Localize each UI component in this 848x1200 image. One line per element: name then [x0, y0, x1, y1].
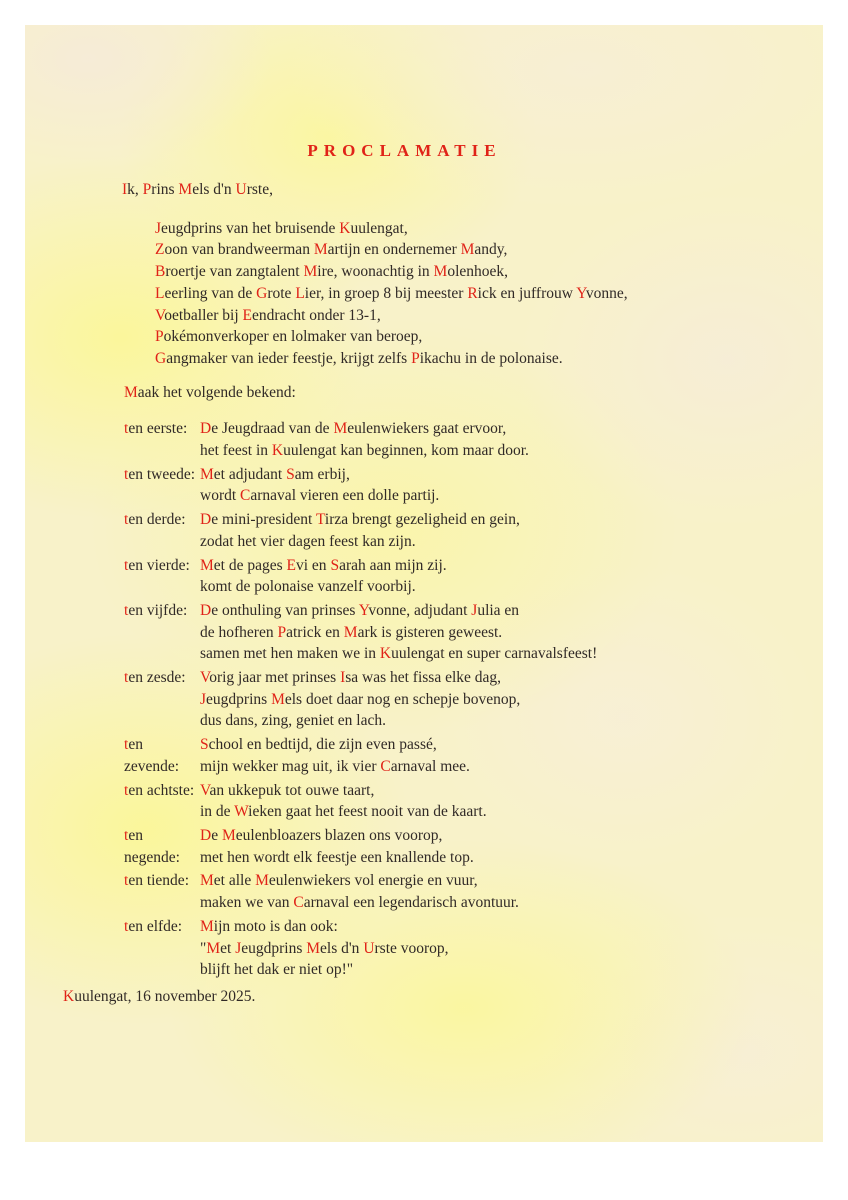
- item-label: ten derde:: [124, 511, 186, 529]
- item-line: het feest in Kuulengat kan beginnen, kom maar door.: [200, 442, 529, 460]
- intro-line: Leerling van de Grote Lier, in groep 8 bij meester Rick en juffrouw Yvonne,: [155, 284, 628, 302]
- item-label: ten zesde:: [124, 669, 186, 687]
- salutation-line: Ik, Prins Mels d'n Urste,: [122, 181, 273, 198]
- red-initial: D: [200, 826, 212, 844]
- red-initial: E: [286, 556, 296, 574]
- item-label: ten zevende:: [124, 736, 180, 775]
- item-line: komt de polonaise vanzelf voorbij.: [200, 578, 416, 596]
- page-title: PROCLAMATIE: [307, 141, 502, 160]
- red-initial: I: [340, 669, 346, 687]
- red-initial: M: [221, 826, 236, 844]
- item-line: met hen wordt elk feestje een knallende top.: [200, 848, 474, 866]
- item-label: ten vierde:: [124, 556, 190, 574]
- red-initial: K: [379, 645, 392, 663]
- item-lines: [200, 464, 687, 507]
- red-initial: T: [315, 511, 325, 529]
- proclamation-item: [124, 780, 687, 823]
- proclamation-item: [124, 509, 687, 552]
- red-initial: K: [339, 219, 351, 237]
- item-lines: [200, 418, 687, 461]
- red-initial: M: [200, 872, 214, 890]
- item-line: dus dans, zing, geniet en lach.: [200, 712, 386, 730]
- proclamation-item: [124, 734, 687, 777]
- item-lines: [200, 600, 687, 665]
- item-label: ten tiende:: [124, 872, 189, 890]
- item-lines: [200, 734, 687, 777]
- red-initial: G: [256, 284, 268, 302]
- item-label: ten vijfde:: [124, 601, 188, 619]
- item-line: samen met hen maken we in Kuulengat en super carnavalsfeest!: [200, 645, 598, 663]
- proclamation-item: [124, 825, 687, 868]
- red-initial: t: [124, 556, 129, 574]
- item-label: ten achtste:: [124, 781, 195, 799]
- red-initial: J: [235, 939, 242, 957]
- proclamation-item: [124, 418, 687, 461]
- red-initial: S: [286, 465, 295, 483]
- red-initial: M: [255, 872, 269, 890]
- red-initial: G: [155, 349, 167, 367]
- red-initial: E: [242, 306, 253, 324]
- item-line: wordt Carnaval vieren een dolle partij.: [200, 487, 440, 505]
- item-line: Van ukkepuk tot ouwe taart,: [200, 781, 375, 799]
- proclamation-item: [124, 464, 687, 507]
- red-initial: M: [200, 556, 214, 574]
- item-line: Mijn moto is dan ook:: [200, 917, 338, 935]
- red-initial: t: [124, 669, 129, 687]
- red-initial: M: [200, 465, 214, 483]
- red-initial: D: [200, 601, 212, 619]
- intro-line: Broertje van zangtalent Mire, woonachtig in Molenhoek,: [155, 263, 509, 281]
- item-lines: [200, 667, 687, 732]
- red-initial: S: [200, 736, 209, 754]
- red-initial: V: [155, 306, 165, 324]
- proclamation-items: [122, 418, 687, 981]
- red-initial: J: [200, 690, 207, 708]
- red-initial: I: [122, 181, 128, 198]
- red-initial: K: [63, 988, 75, 1005]
- item-line: Vorig jaar met prinses Isa was het fissa elke dag,: [200, 669, 502, 687]
- red-initial: P: [142, 181, 152, 198]
- red-initial: L: [155, 284, 165, 302]
- item-line: Met de pages Evi en Sarah aan mijn zij.: [200, 556, 447, 574]
- red-initial: M: [200, 917, 214, 935]
- red-initial: Y: [576, 284, 586, 302]
- intro-line: Pokémonverkoper en lolmaker van beroep,: [155, 328, 423, 346]
- red-initial: M: [306, 939, 321, 957]
- red-initial: U: [363, 939, 375, 957]
- item-lines: [200, 555, 687, 598]
- item-line: "Met Jeugdprins Mels d'n Urste voorop,: [200, 939, 449, 957]
- paper-background: [25, 25, 823, 1142]
- red-initial: V: [200, 781, 210, 799]
- item-label: ten eerste:: [124, 420, 188, 438]
- red-initial: V: [200, 669, 210, 687]
- red-initial: M: [333, 420, 348, 438]
- intro-line: Gangmaker van ieder feestje, krijgt zelfs Pikachu in de polonaise.: [155, 349, 563, 367]
- red-initial: U: [235, 181, 247, 198]
- red-initial: P: [155, 328, 164, 346]
- red-initial: t: [124, 465, 129, 483]
- red-initial: S: [330, 556, 340, 574]
- item-label: ten tweede:: [124, 465, 196, 483]
- red-initial: M: [433, 263, 448, 281]
- item-line: Met adjudant Sam erbij,: [200, 465, 350, 483]
- item-line: Met alle Meulenwiekers vol energie en vuur,: [200, 872, 478, 890]
- item-line: mijn wekker mag uit, ik vier Carnaval mee.: [200, 757, 470, 775]
- red-initial: M: [460, 241, 475, 259]
- intro-line: Jeugdprins van het bruisende Kuulengat,: [155, 219, 408, 237]
- red-initial: M: [271, 690, 285, 708]
- red-initial: M: [313, 241, 328, 259]
- red-initial: J: [155, 219, 162, 237]
- item-line: School en bedtijd, die zijn even passé,: [200, 736, 437, 754]
- item-lines: [200, 780, 687, 823]
- red-initial: L: [295, 284, 305, 302]
- red-initial: t: [124, 781, 129, 799]
- item-lines: [200, 825, 687, 868]
- red-initial: M: [178, 181, 193, 198]
- red-initial: K: [271, 442, 284, 460]
- red-initial: t: [124, 511, 129, 529]
- red-initial: M: [206, 939, 221, 957]
- intro-line: Zoon van brandweerman Martijn en ondernemer Mandy,: [155, 241, 508, 259]
- red-initial: C: [293, 894, 304, 912]
- red-initial: B: [155, 263, 166, 281]
- item-lines: [200, 916, 687, 981]
- item-lines: [200, 509, 687, 552]
- red-initial: M: [124, 383, 138, 401]
- red-initial: Y: [358, 601, 369, 619]
- item-line: maken we van Carnaval een legendarisch avontuur.: [200, 894, 519, 912]
- red-initial: J: [471, 601, 478, 619]
- red-initial: D: [200, 511, 212, 529]
- item-line: Jeugdprins Mels doet daar nog en schepje bovenop,: [200, 690, 521, 708]
- red-initial: P: [411, 349, 420, 367]
- red-initial: C: [240, 487, 251, 505]
- item-line: De mini-president Tirza brengt gezeligheid en gein,: [200, 511, 520, 529]
- red-initial: t: [124, 826, 129, 844]
- item-line: in de Wieken gaat het feest nooit van de kaart.: [200, 803, 487, 821]
- item-line: blijft het dak er niet op!": [200, 961, 354, 979]
- proclamation-item: [124, 870, 687, 913]
- item-label: ten elfde:: [124, 917, 183, 935]
- red-initial: t: [124, 601, 129, 619]
- red-initial: M: [343, 623, 358, 641]
- red-initial: t: [124, 736, 129, 754]
- red-initial: t: [124, 420, 129, 438]
- item-line: zodat het vier dagen feest kan zijn.: [200, 532, 416, 550]
- proclamation-item: [124, 667, 687, 732]
- intro-list: [155, 218, 687, 370]
- red-initial: t: [124, 872, 129, 890]
- red-initial: M: [303, 263, 318, 281]
- announcement-line: Maak het volgende bekend:: [124, 383, 296, 401]
- item-lines: [200, 870, 687, 913]
- item-line: De onthuling van prinses Yvonne, adjudant Julia en: [200, 601, 520, 619]
- item-line: De Meulenbloazers blazen ons voorop,: [200, 826, 443, 844]
- document-body: [122, 140, 687, 983]
- proclamation-item: [124, 555, 687, 598]
- date-line: Kuulengat, 16 november 2025.: [63, 988, 256, 1005]
- item-label: ten negende:: [124, 826, 180, 866]
- proclamation-item: [124, 916, 687, 981]
- red-initial: R: [467, 284, 478, 302]
- intro-line: Voetballer bij Eendracht onder 13-1,: [155, 306, 381, 324]
- proclamation-item: [124, 600, 687, 665]
- red-initial: Z: [155, 241, 165, 259]
- red-initial: t: [124, 917, 129, 935]
- red-initial: C: [380, 757, 391, 775]
- red-initial: W: [234, 803, 249, 821]
- red-initial: P: [277, 623, 287, 641]
- item-line: de hofheren Patrick en Mark is gisteren geweest.: [200, 623, 503, 641]
- item-line: De Jeugdraad van de Meulenwiekers gaat ervoor,: [200, 420, 507, 438]
- red-initial: D: [200, 420, 212, 438]
